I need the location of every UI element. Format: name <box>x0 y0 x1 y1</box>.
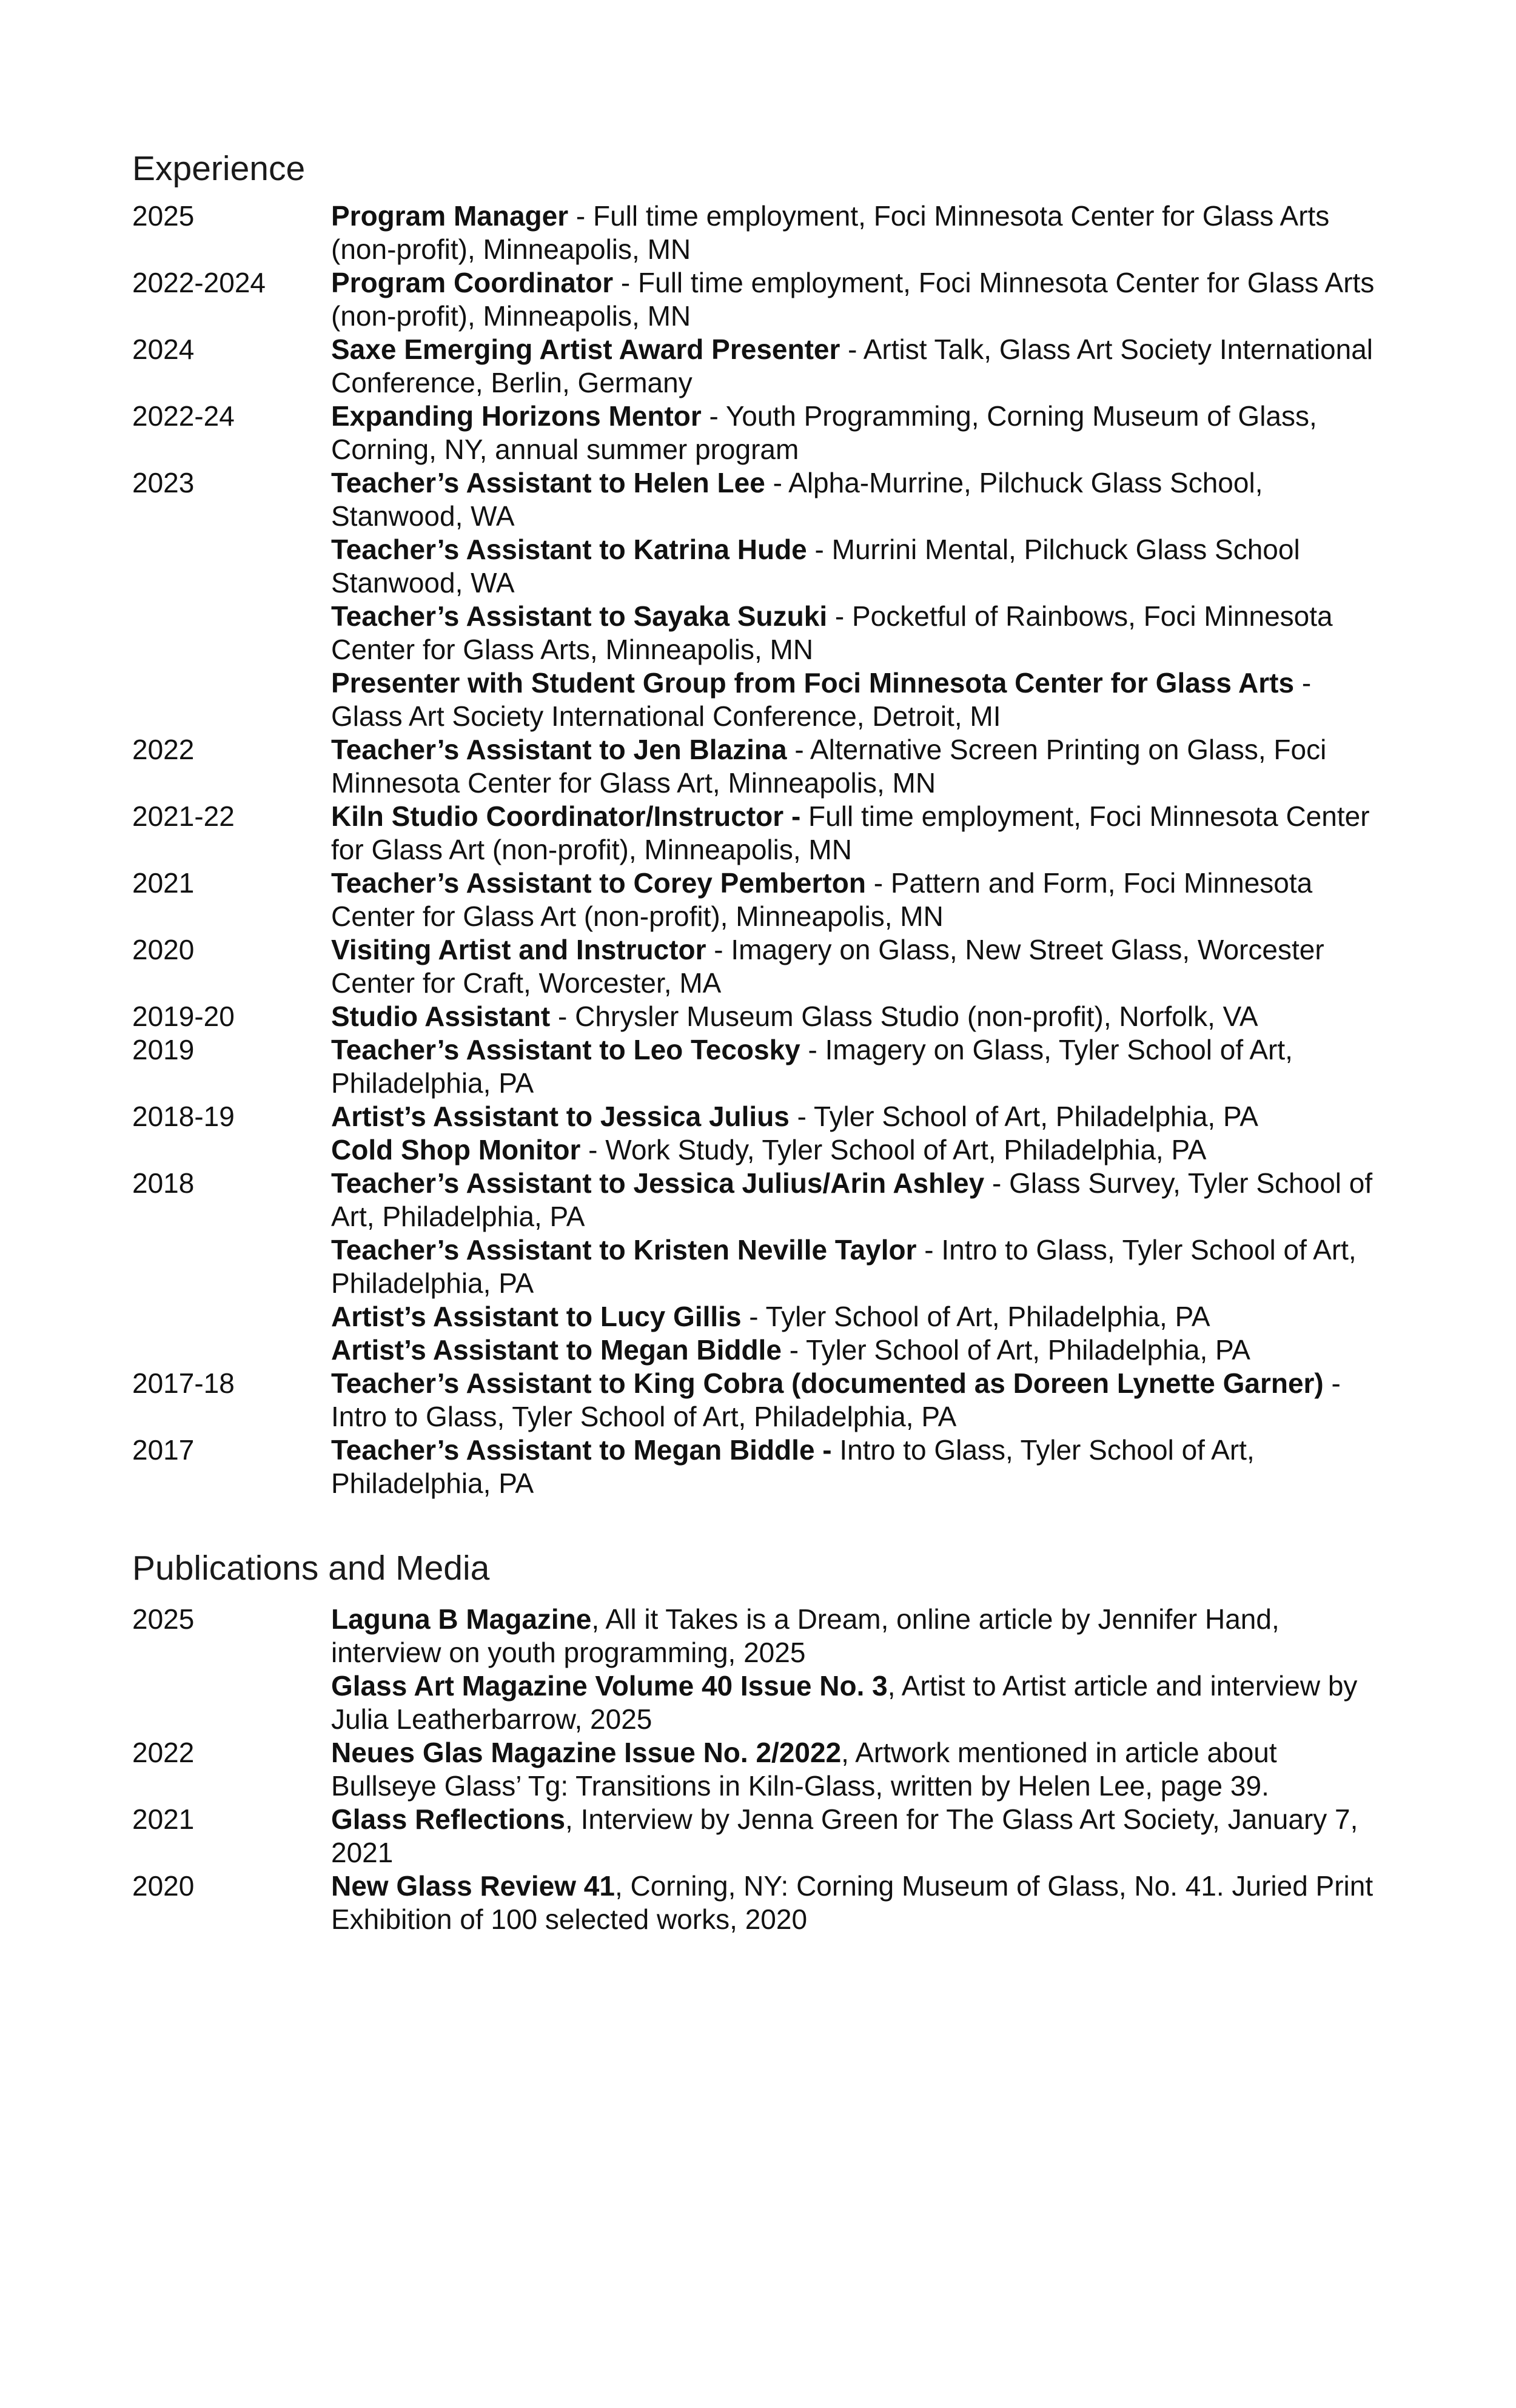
entry-year: 2025 <box>132 1603 195 1635</box>
entry-description <box>331 1300 1380 1333</box>
entry-year: 2019-20 <box>132 1001 235 1032</box>
entry-details: - Youth Programming, Corning Museum of Glass, Corning, NY, annual summer program <box>331 400 1317 465</box>
entry-title: Artist’s Assistant to Jessica Julius <box>331 1101 790 1132</box>
entry-description <box>331 800 1380 867</box>
entry-description <box>331 600 1380 666</box>
entry-description <box>331 1367 1380 1434</box>
entry-description <box>331 1333 1380 1367</box>
entry-description <box>331 666 1380 733</box>
entry-description <box>331 1033 1380 1100</box>
entry-details: - Full time employment, Foci Minnesota Center for Glass Arts (non-profit), Minneapolis, MN <box>331 200 1330 265</box>
entry-details: - Alternative Screen Printing on Glass, Foci Minnesota Center for Glass Art, Minneapolis, MN <box>331 734 1327 799</box>
entry-description <box>331 1803 1380 1870</box>
cv-page <box>132 149 1394 1936</box>
entry-details: Intro to Glass, Tyler School of Art, Philadelphia, PA <box>331 1434 1255 1499</box>
entry-year: 2018 <box>132 1167 195 1199</box>
entry-details: , All it Takes is a Dream, online article by Jennifer Hand, interview on youth programming, 2025 <box>331 1603 1280 1668</box>
entry-title: Teacher’s Assistant to Corey Pemberton <box>331 867 866 899</box>
entry-year: 2021 <box>132 867 195 899</box>
entry-description <box>331 1870 1380 1936</box>
entry-description <box>331 466 1380 533</box>
entry-description <box>331 1736 1380 1803</box>
entry-details: - Alpha-Murrine, Pilchuck Glass School, Stanwood, WA <box>331 467 1263 532</box>
entry-year: 2022 <box>132 1737 195 1768</box>
entry-details: , Corning, NY: Corning Museum of Glass, No. 41. Juried Print Exhibition of 100 selected works, 2020 <box>331 1870 1373 1935</box>
entry-title: Teacher’s Assistant to Megan Biddle - <box>331 1434 832 1466</box>
entry-details: - Glass Survey, Tyler School of Art, Philadelphia, PA <box>331 1167 1373 1232</box>
entry-title: Glass Reflections <box>331 1803 566 1835</box>
entry-year <box>132 666 331 733</box>
entry-year: 2019 <box>132 1034 195 1065</box>
entry-description <box>331 733 1380 800</box>
entry-description <box>331 1167 1380 1233</box>
entry-title: Teacher’s Assistant to Sayaka Suzuki <box>331 600 828 632</box>
entry-title: Teacher’s Assistant to Kristen Neville Taylor <box>331 1234 917 1266</box>
entry-year <box>132 533 331 600</box>
entry-details: , Artwork mentioned in article about Bullseye Glass’ Tg: Transitions in Kiln-Glass, written by Helen Lee, page 39. <box>331 1737 1277 1802</box>
entry-year: 2021 <box>132 1803 195 1835</box>
entry-description <box>331 1000 1380 1033</box>
entry-description <box>331 400 1380 466</box>
entry-description <box>331 867 1380 933</box>
entry-details: - Pattern and Form, Foci Minnesota Center for Glass Art (non-profit), Minneapolis, MN <box>331 867 1313 932</box>
entry-year: 2017-18 <box>132 1367 235 1399</box>
entry-year: 2023 <box>132 467 195 498</box>
entry-title: New Glass Review 41 <box>331 1870 615 1902</box>
entry-title: Program Coordinator <box>331 267 614 298</box>
entry-title: Expanding Horizons Mentor <box>331 400 702 432</box>
entry-description <box>331 1233 1380 1300</box>
entry-title: Program Manager <box>331 200 569 232</box>
entry-title: Teacher’s Assistant to Helen Lee <box>331 467 765 498</box>
entry-year: 2020 <box>132 934 195 965</box>
entry-year: 2018-19 <box>132 1101 235 1132</box>
entry-year <box>132 1133 331 1167</box>
entry-title: Artist’s Assistant to Megan Biddle <box>331 1334 782 1366</box>
entry-details: - Intro to Glass, Tyler School of Art, Philadelphia, PA <box>331 1234 1357 1299</box>
entry-description <box>331 1603 1380 1669</box>
publications-list <box>132 1603 1394 1936</box>
entry-details: - Tyler School of Art, Philadelphia, PA <box>789 1101 1258 1132</box>
entry-details: - Chrysler Museum Glass Studio (non-profit), Norfolk, VA <box>550 1001 1258 1032</box>
entry-title: Saxe Emerging Artist Award Presenter <box>331 334 840 365</box>
entry-year: 2024 <box>132 334 195 365</box>
entry-details: - Tyler School of Art, Philadelphia, PA <box>781 1334 1250 1366</box>
entry-year: 2025 <box>132 200 195 232</box>
entry-description <box>331 933 1380 1000</box>
entry-year: 2022-2024 <box>132 267 266 298</box>
entry-title: Visiting Artist and Instructor <box>331 934 706 965</box>
entry-details: - Intro to Glass, Tyler School of Art, Philadelphia, PA <box>331 1367 1341 1432</box>
entry-title: Presenter with Student Group from Foci Minnesota Center for Glass Arts <box>331 667 1295 699</box>
entry-year <box>132 1300 331 1333</box>
entry-description <box>331 1669 1380 1736</box>
entry-details: - Imagery on Glass, New Street Glass, Worcester Center for Craft, Worcester, MA <box>331 934 1324 999</box>
entry-details: - Artist Talk, Glass Art Society International Conference, Berlin, Germany <box>331 334 1373 398</box>
entry-title: Kiln Studio Coordinator/Instructor - <box>331 800 801 832</box>
entry-title: Cold Shop Monitor <box>331 1134 581 1165</box>
entry-description <box>331 1133 1380 1167</box>
entry-year: 2021-22 <box>132 800 235 832</box>
experience-list <box>132 200 1394 1500</box>
entry-description <box>331 1100 1380 1133</box>
entry-year: 2017 <box>132 1434 195 1466</box>
entry-details: - Tyler School of Art, Philadelphia, PA <box>741 1301 1210 1332</box>
entry-title: Laguna B Magazine <box>331 1603 592 1635</box>
entry-details: - Murrini Mental, Pilchuck Glass School Stanwood, WA <box>331 534 1300 599</box>
entry-year <box>132 1233 331 1300</box>
entry-year: 2022 <box>132 734 195 765</box>
entry-title: Teacher’s Assistant to Jen Blazina <box>331 734 787 765</box>
entry-title: Teacher’s Assistant to King Cobra (documented as Doreen Lynette Garner) <box>331 1367 1324 1399</box>
entry-details: - Glass Art Society International Conference, Detroit, MI <box>331 667 1312 732</box>
entry-title: Teacher’s Assistant to Jessica Julius/Arin Ashley <box>331 1167 985 1199</box>
experience-heading: Experience <box>132 149 306 188</box>
entry-description <box>331 533 1380 600</box>
entry-title: Neues Glas Magazine Issue No. 2/2022 <box>331 1737 842 1768</box>
entry-details: , Artist to Artist article and interview by Julia Leatherbarrow, 2025 <box>331 1670 1358 1735</box>
entry-details: - Work Study, Tyler School of Art, Philadelphia, PA <box>580 1134 1207 1165</box>
entry-year: 2020 <box>132 1870 195 1902</box>
entry-description <box>331 200 1380 266</box>
entry-title: Teacher’s Assistant to Leo Tecosky <box>331 1034 800 1065</box>
entry-details: Full time employment, Foci Minnesota Center for Glass Art (non-profit), Minneapolis, MN <box>331 800 1370 865</box>
entry-title: Teacher’s Assistant to Katrina Hude <box>331 534 807 565</box>
entry-details: , Interview by Jenna Green for The Glass Art Society, January 7, 2021 <box>331 1803 1358 1868</box>
entry-description <box>331 333 1380 400</box>
entry-description <box>331 266 1380 333</box>
entry-year: 2022-24 <box>132 400 235 432</box>
entry-title: Glass Art Magazine Volume 40 Issue No. 3 <box>331 1670 888 1702</box>
entry-year <box>132 1333 331 1367</box>
entry-title: Studio Assistant <box>331 1001 551 1032</box>
entry-details: - Full time employment, Foci Minnesota Center for Glass Arts (non-profit), Minneapolis, MN <box>331 267 1375 332</box>
entry-year <box>132 1669 331 1736</box>
entry-details: - Pocketful of Rainbows, Foci Minnesota Center for Glass Arts, Minneapolis, MN <box>331 600 1333 665</box>
entry-year <box>132 600 331 666</box>
entry-description <box>331 1434 1380 1500</box>
entry-title: Artist’s Assistant to Lucy Gillis <box>331 1301 742 1332</box>
entry-details: - Imagery on Glass, Tyler School of Art, Philadelphia, PA <box>331 1034 1293 1099</box>
publications-heading: Publications and Media <box>132 1549 490 1588</box>
